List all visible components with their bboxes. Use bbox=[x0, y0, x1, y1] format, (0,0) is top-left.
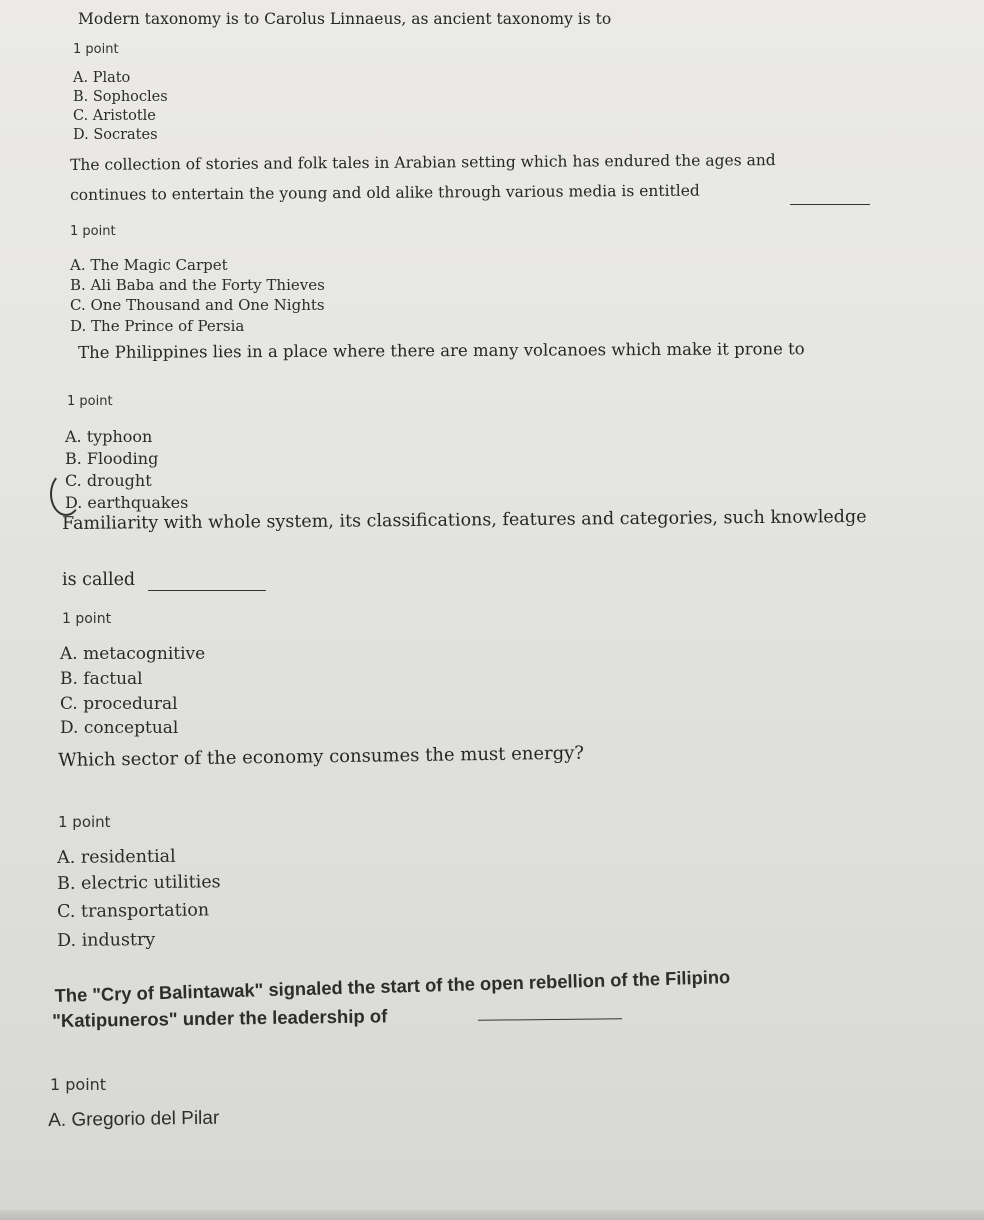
question-2-option-c[interactable]: C. One Thousand and One Nights bbox=[70, 296, 325, 314]
question-4-points: 1 point bbox=[62, 611, 112, 627]
question-3-option-c[interactable]: C. drought bbox=[65, 471, 152, 490]
question-5-option-a[interactable]: A. residential bbox=[57, 846, 176, 868]
question-5-option-c[interactable]: C. transportation bbox=[57, 900, 210, 922]
question-1-option-c[interactable]: C. Aristotle bbox=[73, 108, 156, 124]
question-4-option-a[interactable]: A. metacognitive bbox=[60, 644, 206, 664]
question-4-option-d[interactable]: D. conceptual bbox=[60, 718, 179, 738]
question-3-option-b[interactable]: B. Flooding bbox=[65, 449, 159, 468]
question-6-points: 1 point bbox=[50, 1075, 107, 1094]
question-5-option-b[interactable]: B. electric utilities bbox=[57, 872, 221, 894]
page-bottom-edge bbox=[0, 1210, 984, 1220]
question-1-option-b[interactable]: B. Sophocles bbox=[73, 89, 168, 105]
question-6-prompt-line-1: The "Cry of Balintawak" signaled the start of the open rebellion of the Filipino bbox=[54, 966, 731, 1007]
question-2-prompt-line-1: The collection of stories and folk tales in Arabian setting which has endured the ages and bbox=[70, 151, 776, 174]
question-1-option-d[interactable]: D. Socrates bbox=[73, 127, 158, 143]
question-3-points: 1 point bbox=[67, 394, 113, 409]
question-4-answer-blank bbox=[148, 590, 266, 591]
question-2-option-b[interactable]: B. Ali Baba and the Forty Thieves bbox=[70, 276, 325, 294]
question-1-prompt: Modern taxonomy is to Carolus Linnaeus, as ancient taxonomy is to bbox=[78, 10, 612, 28]
question-5-option-d[interactable]: D. industry bbox=[57, 929, 156, 951]
question-3-option-a[interactable]: A. typhoon bbox=[65, 427, 153, 446]
question-4-option-c[interactable]: C. procedural bbox=[60, 694, 178, 714]
question-6-prompt-line-2: "Katipuneros" under the leadership of bbox=[52, 1005, 388, 1031]
question-1-option-a[interactable]: A. Plato bbox=[73, 70, 131, 86]
selected-answer-circle bbox=[50, 472, 82, 516]
question-4-prompt-line-2: is called bbox=[62, 570, 136, 590]
question-2-answer-blank bbox=[790, 204, 870, 205]
question-2-prompt-line-2: continues to entertain the young and old alike through various media is entitled bbox=[70, 181, 700, 204]
question-5-points: 1 point bbox=[58, 813, 111, 831]
question-3-option-d[interactable]: D. earthquakes bbox=[65, 493, 189, 512]
question-1-points: 1 point bbox=[73, 42, 119, 57]
question-5-prompt: Which sector of the economy consumes the must energy? bbox=[58, 742, 585, 771]
question-2-option-a[interactable]: A. The Magic Carpet bbox=[70, 256, 228, 274]
question-2-points: 1 point bbox=[70, 224, 116, 239]
question-6-option-a[interactable]: A. Gregorio del Pilar bbox=[48, 1107, 220, 1131]
question-6-answer-blank bbox=[478, 1018, 622, 1021]
question-4-option-b[interactable]: B. factual bbox=[60, 669, 143, 689]
question-2-option-d[interactable]: D. The Prince of Persia bbox=[70, 317, 245, 335]
question-4-prompt-line-1: Familiarity with whole system, its classifications, features and categories, such knowledge bbox=[62, 506, 867, 534]
question-3-prompt: The Philippines lies in a place where there are many volcanoes which make it prone to bbox=[78, 339, 805, 362]
